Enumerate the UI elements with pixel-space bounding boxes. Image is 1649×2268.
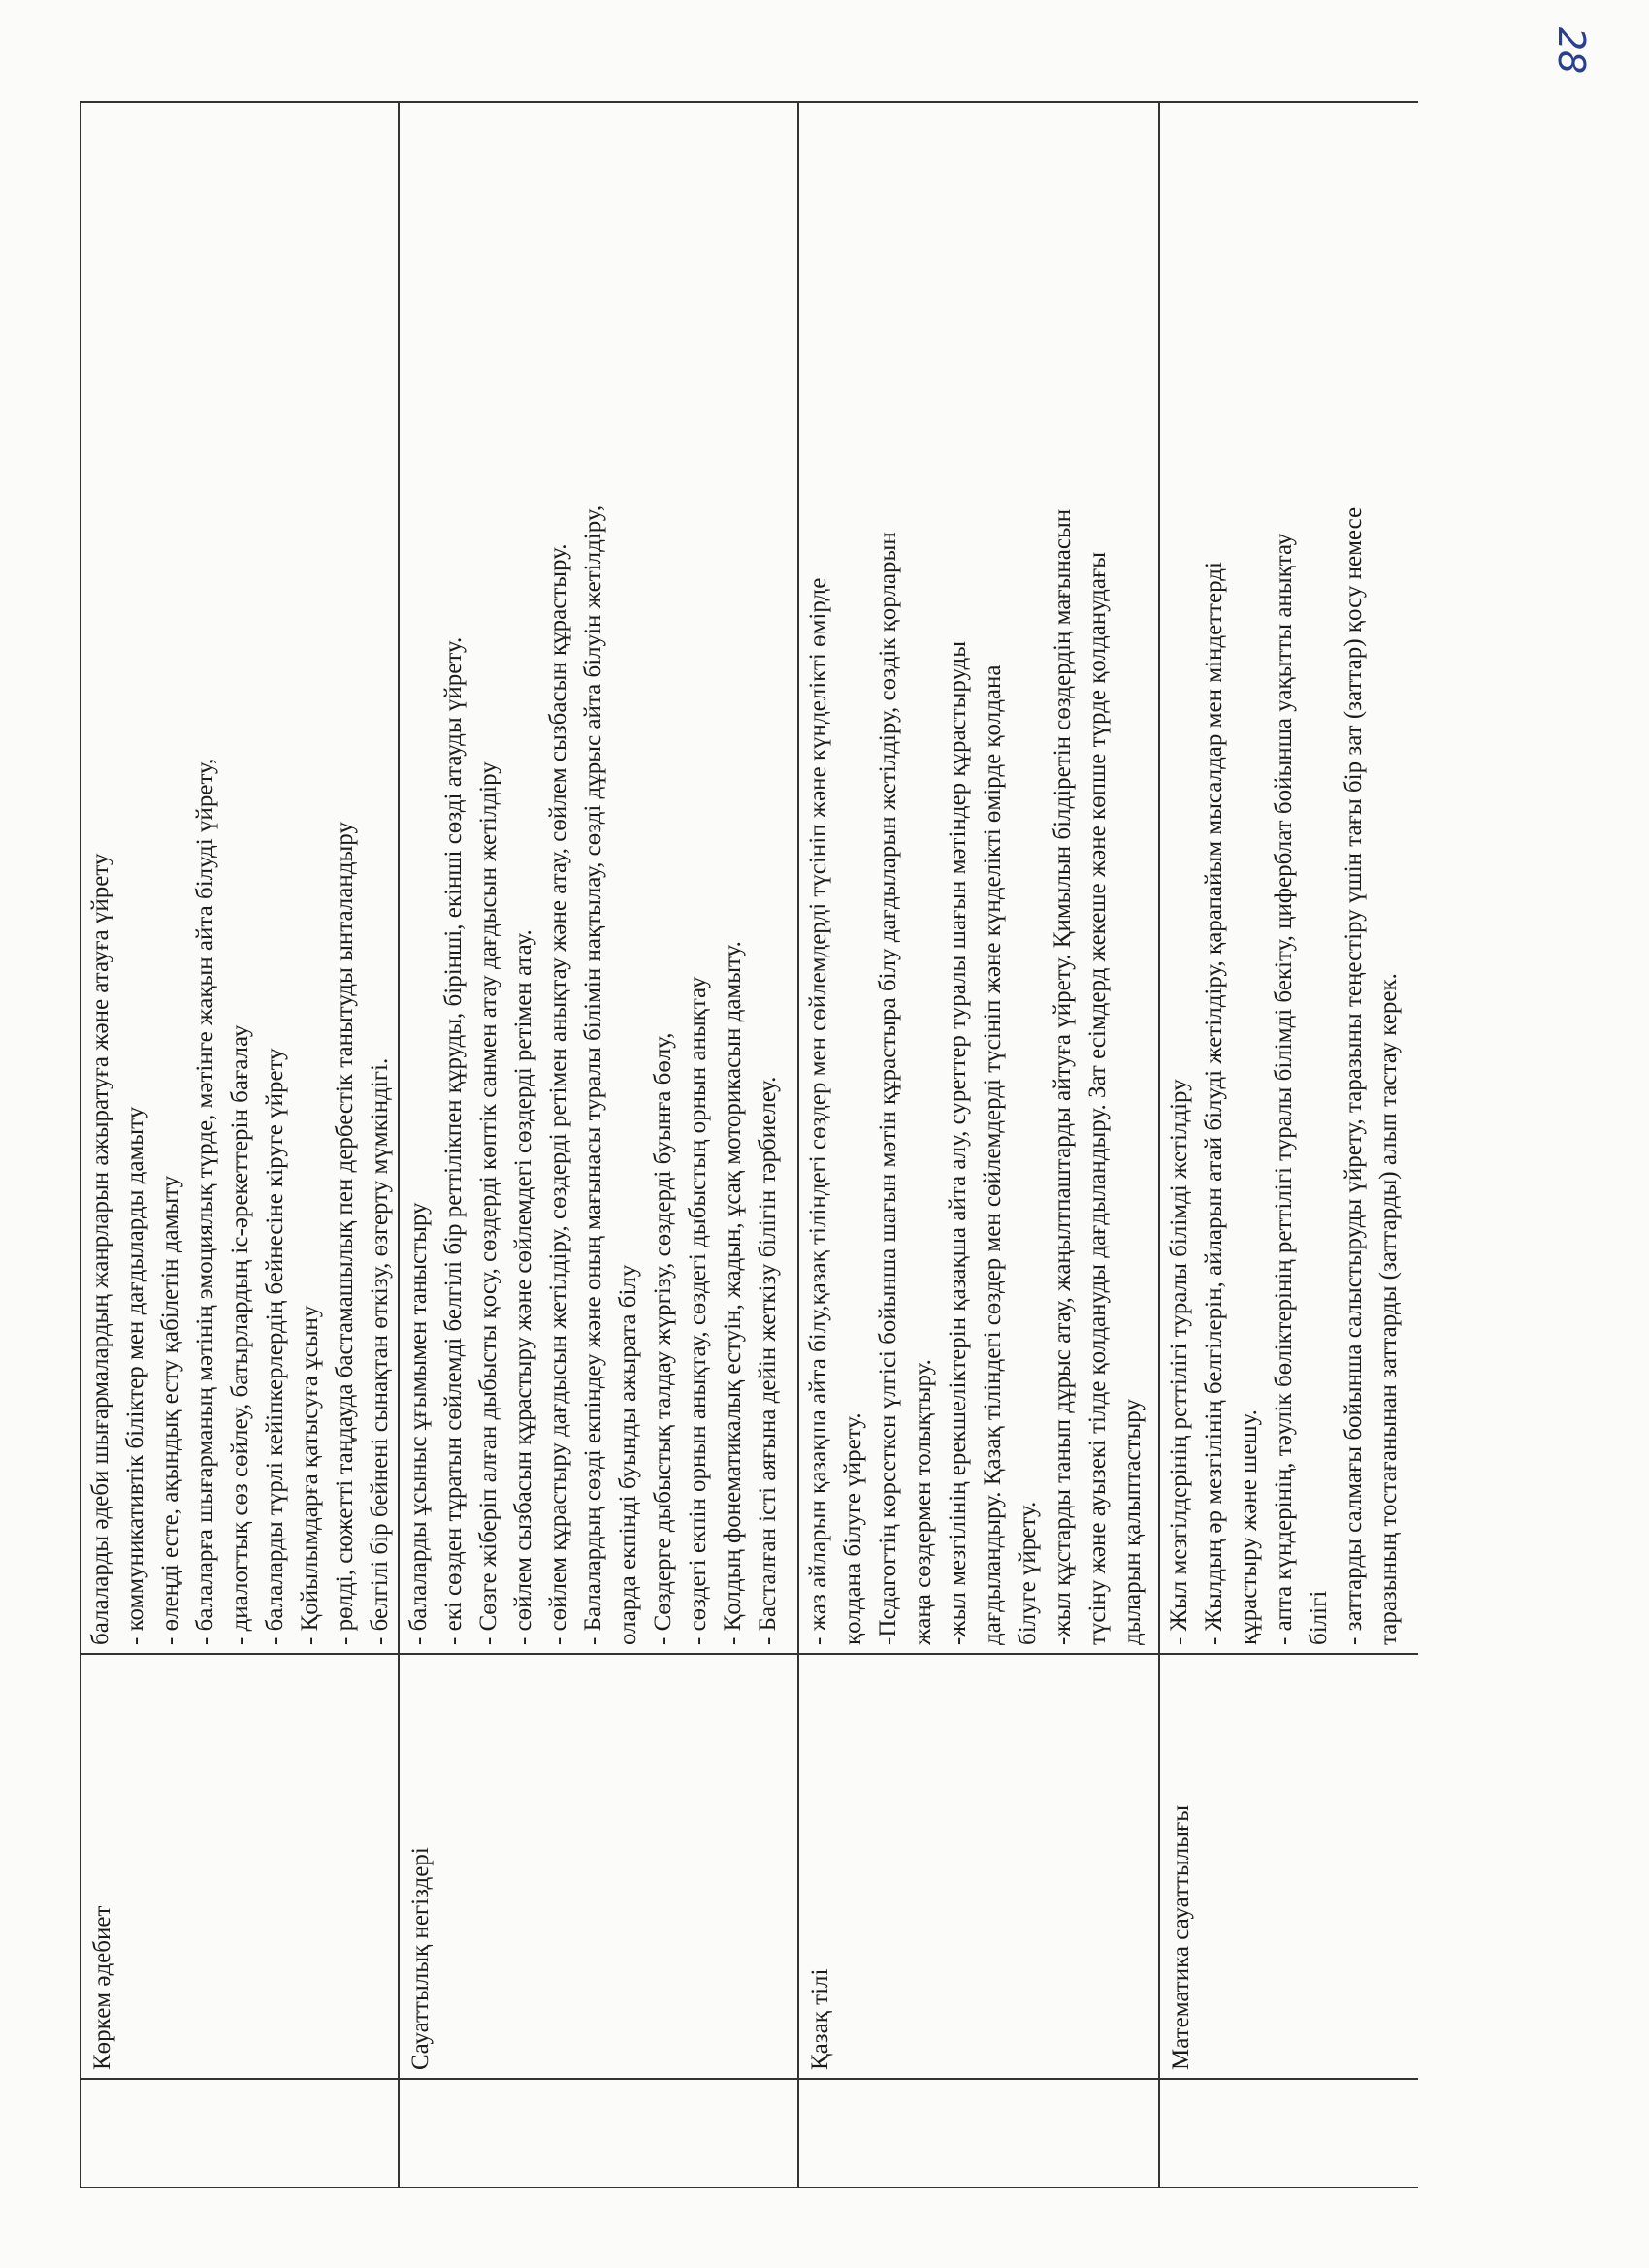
subject-name: Көркем әдебиет bbox=[89, 1905, 115, 2070]
objectives-cell bbox=[399, 102, 798, 1654]
curriculum-table-body bbox=[81, 102, 1418, 2187]
objective-line: - Басталған істі аяғына дейін жеткізу білігін тәрбиелеу. bbox=[755, 1076, 781, 1645]
objective-line: білуге үйрету. bbox=[1015, 1501, 1041, 1645]
rotated-table-canvas bbox=[80, 101, 1418, 2188]
objective-line: - апта күндерінің, тәулік бөліктерінің реттілігі туралы білімді бекіту, циферблат бойынша уақытты анықтау bbox=[1271, 533, 1297, 1645]
empty-cell bbox=[399, 2079, 798, 2187]
objective-line: дыларын қалыптастыру bbox=[1119, 1399, 1146, 1645]
objective-line: қолдана білуге үйрету. bbox=[840, 1412, 866, 1645]
objective-line: -жыл мезгілінің ерекшеліктерін қазақша айта алу, суреттер туралы шағын мәтіндер құрастыруды bbox=[945, 640, 971, 1645]
objective-line: оларда екпінді буынды ажырата білу bbox=[615, 1264, 641, 1645]
objective-line: - заттарды салмағы бойынша салыстыруды үйрету, таразыны теңестіру үшін тағы бір зат (заттар) қосу немесе bbox=[1341, 506, 1367, 1645]
objective-line: дағдыландыру. Қазақ тіліндегі сөздер мен сөйлемдерді түсініп және күнделікті өмірде қолдана bbox=[980, 664, 1006, 1645]
subject-name: Сауаттылық негіздері bbox=[407, 1847, 434, 2070]
empty-cell bbox=[81, 2079, 399, 2187]
page-number: 28 bbox=[1549, 26, 1593, 75]
objectives-cell bbox=[81, 102, 399, 1654]
empty-cell bbox=[798, 2079, 1159, 2187]
objective-line: таразының тостағанынан заттарды (заттарды) алып тастау керек. bbox=[1375, 973, 1402, 1645]
objectives-cell bbox=[798, 102, 1159, 1654]
objective-line: балаларды әдеби шығармалардың жанрларын ажыратуға және атауға үйрету bbox=[87, 853, 113, 1645]
objective-line: - диалогтық сөз сөйлеу, батырлардың іс-әрекеттерін бағалау bbox=[227, 1024, 253, 1645]
objective-line: - коммуникативтік біліктер мен дағдыларды дамыту bbox=[122, 1106, 148, 1645]
rotated-table-container bbox=[80, 101, 1418, 2188]
objectives-cell bbox=[1159, 102, 1418, 1654]
objective-line: - рөлді, сюжетті таңдауда бастамашылық пен дербестік танытуды ынталандыру bbox=[332, 822, 358, 1645]
objective-line: - Балалардың сөзді екпіндеу және оның мағынасы туралы білімін нақтылау, сөзді дұрыс айта білуін жетілдіру, bbox=[580, 504, 606, 1645]
objective-line: - жаз айларын қазақша айта білу,қазақ тіліндегі сөздер мен сөйлемдерді түсініп және күнделікті өмірде bbox=[805, 577, 831, 1645]
subject-cell bbox=[798, 1654, 1159, 2079]
objective-line: - Жыл мезгілдерінің реттілігі туралы білімді жетілдіру bbox=[1166, 1079, 1192, 1645]
table-row bbox=[399, 102, 798, 2187]
objective-line: - екі сөзден тұратын сөйлемді белгілі бір реттілікпен құруды, біріншi, екiншi сөзді атауды үйрету. bbox=[440, 636, 467, 1645]
objective-line: - өлеңді есте, ақындық есту қабілетін дамыту bbox=[157, 1175, 183, 1645]
objective-line: - Сөзге жіберіп алған дыбысты қосу, сөздерді көптік санмен атау дағдысын жетілдіру bbox=[475, 761, 501, 1645]
objective-line: білігі bbox=[1306, 1590, 1332, 1645]
table-row bbox=[1159, 102, 1418, 2187]
objective-line: -Педагогтің көрсеткен үлгісі бойынша шағын мәтін құрастыра білу дағдыларын жетілдіру, сөздік қорларын bbox=[875, 532, 901, 1645]
objective-line: - сөздегі екпін орнын анықтау, сөздегі дыбыстың орнын анықтау bbox=[685, 976, 711, 1645]
objective-line: - Қойылымдарға қатысуға ұсыну bbox=[297, 1305, 323, 1645]
objective-line: - балаларға шығарманың мәтінің эмоциялық түрде, мәтінге жақын айта білуді үйрету, bbox=[192, 758, 218, 1645]
table-row bbox=[81, 102, 399, 2187]
objective-line: түсіну және ауызекі тілде қолдануды дағдыландыру. Зат есімдерд жекеше және көпше түрде қолданудағы bbox=[1084, 551, 1111, 1645]
subject-cell bbox=[399, 1654, 798, 2079]
objective-line: - Жылдың әр мезгілінің белгілерін, айларын атай білуді жетілдіру, қарапайым мысалдар мен міндеттерді bbox=[1201, 562, 1227, 1645]
objective-line: құрастыру және шешу. bbox=[1236, 1409, 1262, 1645]
curriculum-table bbox=[80, 101, 1418, 2188]
objective-line: - белгілі бір бейнені сынақтан өткізу, өзгерту мүмкіндігі. bbox=[367, 1057, 393, 1645]
subject-name: Қазақ тілі bbox=[807, 1968, 833, 2070]
empty-cell bbox=[1159, 2079, 1418, 2187]
table-row bbox=[798, 102, 1159, 2187]
objective-line: - балаларды түрлі кейіпкерлердің бейнесіне кіруге үйрету bbox=[262, 1048, 288, 1645]
objective-line: - сөйлем сызбасын құрастыру және сөйлемдегі сөздерді ретімен атау. bbox=[510, 929, 536, 1645]
subject-cell bbox=[81, 1654, 399, 2079]
objective-line: - Сөздерге дыбыстық талдау жүргізу, сөздерді буынға бөлу, bbox=[650, 1032, 676, 1645]
objective-line: жаңа сөздермен толықтыру. bbox=[910, 1359, 936, 1645]
objective-line: - сөйлем құрастыру дағдысын жетілдіру, сөздерді ретімен анықтау және атау, сөйлем сызбасын құрастыру. bbox=[545, 543, 571, 1645]
subject-cell bbox=[1159, 1654, 1418, 2079]
objective-line: - Қолдың фонематикалық естуін, жадын, ұсақ моторикасын дамыту. bbox=[720, 941, 746, 1645]
objective-line: -жыл құстарды танып дұрыс атау, жаңылтпаштарды айтуға үйрету. Қимылын білдіретін сөздердің мағынасын bbox=[1050, 508, 1076, 1645]
objective-line: - балаларды ұсыныс ұғымымен таныстыру bbox=[405, 1202, 432, 1645]
subject-name: Математика сауаттылығы bbox=[1168, 1804, 1194, 2070]
